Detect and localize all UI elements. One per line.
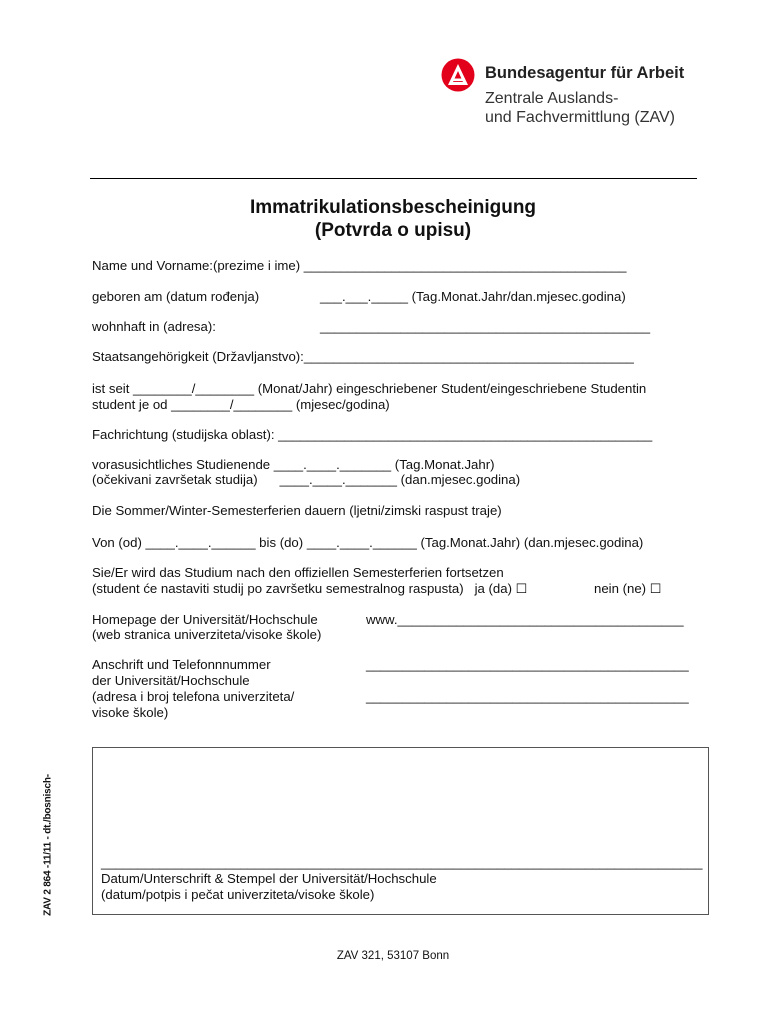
- ba-logo-icon: [441, 58, 477, 92]
- org-sub-2: und Fachvermittlung (ZAV): [485, 109, 675, 126]
- signature-line[interactable]: __________________________________________________________________________________: [101, 855, 703, 870]
- enrolled-line-2[interactable]: student je od ________/________ (mjesec/godina): [92, 397, 390, 412]
- doc-title: Immatrikulationsbescheinigung: [249, 197, 537, 218]
- study-end-line-2[interactable]: (očekivani završetak studija) ____.____._______ (dan.mjesec.godina): [92, 472, 521, 487]
- holidays-text: Die Sommer/Winter-Semesterferien dauern (ljetni/zimski raspust traje): [92, 503, 502, 518]
- signature-label-bs: (datum/potpis i pečat univerziteta/visoke škole): [101, 887, 375, 902]
- continue-text: Sie/Er wird das Studium nach den offiziellen Semesterferien fortsetzen: [92, 565, 504, 580]
- homepage-label-bs: (web stranica univerziteta/visoke škole): [92, 627, 322, 642]
- address-label-1: Anschrift und Telefonnnummer: [92, 657, 271, 672]
- form-code-vertical: ZAV 2 864 -11/11 - dt./bosnisch-: [42, 774, 54, 916]
- birth-field[interactable]: ___.___._____ (Tag.Monat.Jahr/dan.mjesec.godina): [320, 289, 626, 304]
- doc-subtitle: (Potvrda o upisu): [314, 220, 472, 241]
- signature-label-de: Datum/Unterschrift & Stempel der Universität/Hochschule: [101, 871, 437, 886]
- field-of-study[interactable]: Fachrichtung (studijska oblast): ___________________________________________________: [92, 427, 653, 442]
- address-label-2: der Universität/Hochschule: [92, 673, 250, 688]
- address-label-3: (adresa i broj telefona univerziteta/: [92, 689, 295, 704]
- address-label-4: visoke škole): [92, 705, 169, 720]
- continue-yes-checkbox[interactable]: (student će nastaviti studij po završetku semestralnog raspusta) ja (da) ☐: [92, 581, 528, 596]
- birth-label: geboren am (datum rođenja): [92, 289, 260, 304]
- study-end-line-1[interactable]: vorasusichtliches Studienende ____.____._______ (Tag.Monat.Jahr): [92, 457, 495, 472]
- footer-address: ZAV 321, 53107 Bonn: [336, 950, 450, 962]
- enrolled-line-1[interactable]: ist seit ________/________ (Monat/Jahr) eingeschriebener Student/eingeschriebene Studentin: [92, 381, 647, 396]
- homepage-label: Homepage der Universität/Hochschule: [92, 612, 318, 627]
- continue-no-checkbox[interactable]: nein (ne) ☐: [594, 581, 662, 596]
- homepage-field[interactable]: www._______________________________________: [366, 612, 684, 627]
- org-name: Bundesagentur für Arbeit: [485, 64, 685, 82]
- residence-label: wohnhaft in (adresa):: [92, 319, 216, 334]
- address-field-1[interactable]: ____________________________________________: [366, 657, 689, 672]
- residence-field[interactable]: _____________________________________________: [320, 319, 651, 334]
- address-field-2[interactable]: ____________________________________________: [366, 689, 689, 704]
- header-rule: [90, 178, 697, 179]
- holidays-from-to[interactable]: Von (od) ____.____.______ bis (do) ____.____.______ (Tag.Monat.Jahr) (dan.mjesec.godina): [92, 535, 644, 550]
- name-field[interactable]: Name und Vorname:(prezime i ime) ____________________________________________: [92, 258, 627, 273]
- org-sub-1: Zentrale Auslands-: [485, 90, 619, 107]
- citizenship-field[interactable]: Staatsangehörigkeit (Državljanstvo):_____________________________________________: [92, 349, 634, 364]
